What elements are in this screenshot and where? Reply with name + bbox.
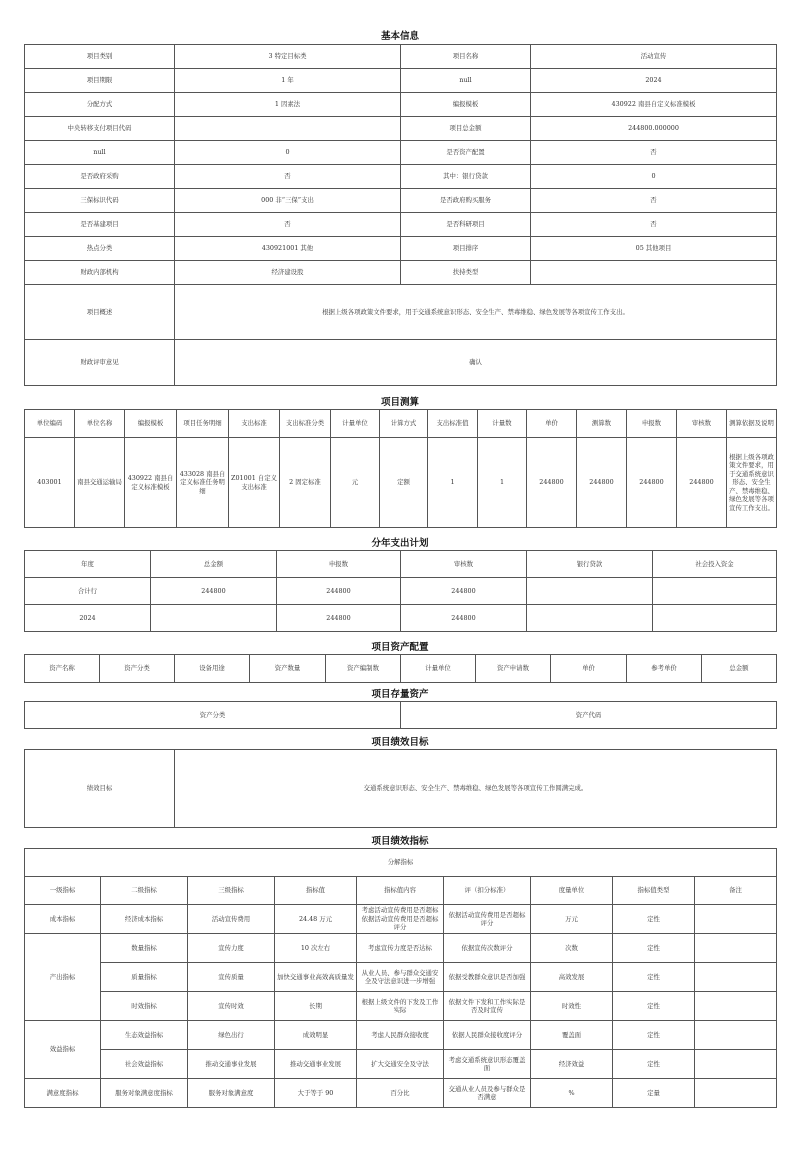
field-value bbox=[531, 261, 777, 285]
field-value: 244800.000000 bbox=[531, 117, 777, 141]
column-header: 审核数 bbox=[677, 410, 727, 438]
table-cell: 合计行 bbox=[25, 578, 151, 605]
table-cell: 经济效益 bbox=[531, 1050, 613, 1079]
table-cell: % bbox=[531, 1079, 613, 1108]
table-cell bbox=[151, 605, 277, 632]
table-cell: 定性 bbox=[613, 1021, 695, 1050]
table-cell: 依据人民群众接收度评分 bbox=[444, 1021, 531, 1050]
table-cell bbox=[527, 578, 653, 605]
section-title-asset-config: 项目资产配置 bbox=[371, 642, 429, 653]
calc-header-row bbox=[25, 410, 777, 438]
table-cell: 交通从业人员及参与群众是否满意 bbox=[444, 1079, 531, 1108]
table-cell: 生态效益指标 bbox=[101, 1021, 188, 1050]
column-header: 银行贷款 bbox=[527, 551, 653, 578]
field-label: 其中：银行贷款 bbox=[401, 165, 531, 189]
annual-data-row bbox=[25, 578, 777, 605]
table-cell bbox=[695, 1021, 777, 1050]
review-text: 确认 bbox=[175, 340, 777, 386]
table-cell: 扩大交通安全及守法 bbox=[357, 1050, 444, 1079]
field-value: 否 bbox=[531, 141, 777, 165]
column-header: 资产代码 bbox=[401, 702, 777, 729]
table-cell: 430922 南县自定义标准模板 bbox=[125, 438, 177, 528]
table-cell: 根据上级各项政策文件要求，用于交通系统意识形态、安全生产、禁毒维稳、绿色发展等各项宣传工作支出。 bbox=[727, 438, 777, 528]
level1-indicator: 成本指标 bbox=[25, 905, 101, 934]
annual-data-row bbox=[25, 605, 777, 632]
table-cell: Z01001 自定义支出标准 bbox=[229, 438, 280, 528]
column-header: 备注 bbox=[695, 877, 777, 905]
field-value: 否 bbox=[531, 189, 777, 213]
section-title-annual: 分年支出计划 bbox=[371, 538, 429, 549]
level1-indicator: 满意度指标 bbox=[25, 1079, 101, 1108]
table-cell: 加快交通事业高效高质量发 bbox=[275, 963, 357, 992]
column-header: 单价 bbox=[527, 410, 577, 438]
table-cell: 依据受教群众意识是否加强 bbox=[444, 963, 531, 992]
table-cell: 2 固定标准 bbox=[280, 438, 331, 528]
table-cell: 依据活动宣传费用是否超标评分 bbox=[444, 905, 531, 934]
table-cell: 考虑宣传力度是否达标 bbox=[357, 934, 444, 963]
table-cell: 244800 bbox=[401, 578, 527, 605]
basic-info-row bbox=[25, 213, 777, 237]
column-header: 一级指标 bbox=[25, 877, 101, 905]
column-header: 审核数 bbox=[401, 551, 527, 578]
field-label: 是否政府采购 bbox=[25, 165, 175, 189]
basic-info-table bbox=[24, 44, 777, 386]
table-cell: 244800 bbox=[577, 438, 627, 528]
calc-table bbox=[24, 409, 777, 528]
table-cell: 活动宣传费用 bbox=[188, 905, 275, 934]
group-header: 分解指标 bbox=[25, 849, 777, 877]
column-header: 计量数 bbox=[478, 410, 527, 438]
table-cell: 时效指标 bbox=[101, 992, 188, 1021]
basic-info-row bbox=[25, 261, 777, 285]
column-header: 总金额 bbox=[151, 551, 277, 578]
column-header: 资产分类 bbox=[100, 655, 175, 683]
table-cell: 宣传力度 bbox=[188, 934, 275, 963]
indicator-row bbox=[25, 963, 777, 992]
column-header: 计量单位 bbox=[401, 655, 476, 683]
column-header: 资产申请数 bbox=[476, 655, 551, 683]
column-header: 支出标准 bbox=[229, 410, 280, 438]
calc-data-row bbox=[25, 438, 777, 528]
table-cell: 考虑活动宣传费用是否超标 依据活动宣传费用是否超标评分 bbox=[357, 905, 444, 934]
basic-info-row bbox=[25, 45, 777, 69]
basic-info-row bbox=[25, 237, 777, 261]
table-cell: 244800 bbox=[527, 438, 577, 528]
table-cell: 244800 bbox=[151, 578, 277, 605]
field-label: 项目名称 bbox=[401, 45, 531, 69]
field-value: 否 bbox=[175, 213, 401, 237]
column-header: 支出标准值 bbox=[428, 410, 478, 438]
field-value: 1 因素法 bbox=[175, 93, 401, 117]
table-cell: 服务对象满意度 bbox=[188, 1079, 275, 1108]
field-value: 000 非“三保”支出 bbox=[175, 189, 401, 213]
column-header: 资产分类 bbox=[25, 702, 401, 729]
column-header: 指标值 bbox=[275, 877, 357, 905]
table-cell: 推动交通事业发展 bbox=[275, 1050, 357, 1079]
field-label: 是否政府购买服务 bbox=[401, 189, 531, 213]
table-cell: 403001 bbox=[25, 438, 75, 528]
field-value: 2024 bbox=[531, 69, 777, 93]
table-cell: 244800 bbox=[277, 578, 401, 605]
column-header: 编报模板 bbox=[125, 410, 177, 438]
table-cell: 1 bbox=[428, 438, 478, 528]
asset-stock-table bbox=[24, 701, 777, 729]
table-cell bbox=[695, 992, 777, 1021]
field-label: 项目类别 bbox=[25, 45, 175, 69]
field-value: 经济建设股 bbox=[175, 261, 401, 285]
column-header: 支出标准分类 bbox=[280, 410, 331, 438]
table-cell: 百分比 bbox=[357, 1079, 444, 1108]
table-cell: 定性 bbox=[613, 992, 695, 1021]
field-label: 项目总金额 bbox=[401, 117, 531, 141]
table-cell: 高效发展 bbox=[531, 963, 613, 992]
field-value: 430922 南县自定义标准模板 bbox=[531, 93, 777, 117]
column-header: 度量单位 bbox=[531, 877, 613, 905]
indicators-table bbox=[24, 848, 777, 1108]
table-cell: 宣传时效 bbox=[188, 992, 275, 1021]
column-header: 资产数量 bbox=[250, 655, 326, 683]
field-value: 0 bbox=[175, 141, 401, 165]
indicator-row bbox=[25, 992, 777, 1021]
column-header: 计算方式 bbox=[380, 410, 428, 438]
indicator-group-row bbox=[25, 849, 777, 877]
field-label: 扶持类型 bbox=[401, 261, 531, 285]
field-value: 否 bbox=[175, 165, 401, 189]
indicator-header-row bbox=[25, 877, 777, 905]
column-header: 设备用途 bbox=[175, 655, 250, 683]
indicator-row bbox=[25, 905, 777, 934]
column-header: 测算数 bbox=[577, 410, 627, 438]
field-label: 是否资产配置 bbox=[401, 141, 531, 165]
overview-text: 根据上级各项政策文件要求，用于交通系统意识形态、安全生产、禁毒维稳、绿色发展等各项宣传工作支出。 bbox=[175, 285, 777, 340]
field-value: 1 年 bbox=[175, 69, 401, 93]
column-header: 测算依据及说明 bbox=[727, 410, 777, 438]
field-value: 430921001 其他 bbox=[175, 237, 401, 261]
table-cell: 次数 bbox=[531, 934, 613, 963]
table-cell: 10 次左右 bbox=[275, 934, 357, 963]
field-label: null bbox=[25, 141, 175, 165]
section-title-calc: 项目测算 bbox=[380, 397, 419, 408]
annual-plan-table bbox=[24, 550, 777, 632]
table-cell: 元 bbox=[331, 438, 380, 528]
asset-stock-header-row bbox=[25, 702, 777, 729]
field-label: null bbox=[401, 69, 531, 93]
table-cell: 绿色出行 bbox=[188, 1021, 275, 1050]
indicator-row bbox=[25, 1079, 777, 1108]
table-cell: 定额 bbox=[380, 438, 428, 528]
table-cell: 服务对象满意度指标 bbox=[101, 1079, 188, 1108]
table-cell bbox=[695, 1079, 777, 1108]
table-cell bbox=[695, 934, 777, 963]
column-header: 评（扣分标准） bbox=[444, 877, 531, 905]
column-header: 二级指标 bbox=[101, 877, 188, 905]
table-cell: 考虑交通系统意识形态覆盖面 bbox=[444, 1050, 531, 1079]
table-cell: 大于等于 90 bbox=[275, 1079, 357, 1108]
table-cell: 定性 bbox=[613, 934, 695, 963]
column-header: 指标值类型 bbox=[613, 877, 695, 905]
table-cell: 覆盖面 bbox=[531, 1021, 613, 1050]
field-value: 0 bbox=[531, 165, 777, 189]
asset-config-table bbox=[24, 654, 777, 683]
table-cell: 从业人员、参与群众交通安全及守法意识进一步增强 bbox=[357, 963, 444, 992]
table-cell: 数量指标 bbox=[101, 934, 188, 963]
annual-header-row bbox=[25, 551, 777, 578]
overview-label: 项目概述 bbox=[25, 285, 175, 340]
table-cell: 宣传质量 bbox=[188, 963, 275, 992]
table-cell: 433028 南县自定义标准任务明细 bbox=[177, 438, 229, 528]
table-cell: 依据宣传次数评分 bbox=[444, 934, 531, 963]
column-header: 总金额 bbox=[702, 655, 777, 683]
table-cell: 经济成本指标 bbox=[101, 905, 188, 934]
section-title-goal: 项目绩效目标 bbox=[371, 737, 429, 748]
performance-goal-table bbox=[24, 749, 777, 828]
table-cell bbox=[695, 1050, 777, 1079]
field-label: 项目期限 bbox=[25, 69, 175, 93]
table-cell: 244800 bbox=[401, 605, 527, 632]
section-title-indicators: 项目绩效指标 bbox=[371, 836, 429, 847]
table-cell: 时效性 bbox=[531, 992, 613, 1021]
field-label: 是否科研项目 bbox=[401, 213, 531, 237]
level1-indicator: 效益指标 bbox=[25, 1021, 101, 1079]
basic-info-row bbox=[25, 141, 777, 165]
field-label: 三保标识代码 bbox=[25, 189, 175, 213]
table-cell: 2024 bbox=[25, 605, 151, 632]
field-value: 否 bbox=[531, 213, 777, 237]
basic-info-row bbox=[25, 93, 777, 117]
field-label: 中央转移支付项目代码 bbox=[25, 117, 175, 141]
indicator-row bbox=[25, 1021, 777, 1050]
field-value: 活动宣传 bbox=[531, 45, 777, 69]
section-title-asset-stock: 项目存量资产 bbox=[371, 689, 429, 700]
field-label: 热点分类 bbox=[25, 237, 175, 261]
field-label: 财政内部机构 bbox=[25, 261, 175, 285]
table-cell: 质量指标 bbox=[101, 963, 188, 992]
column-header: 参考单价 bbox=[627, 655, 702, 683]
table-cell: 24.48 万元 bbox=[275, 905, 357, 934]
basic-info-row bbox=[25, 189, 777, 213]
table-cell: 成效明显 bbox=[275, 1021, 357, 1050]
field-value: 3 特定目标类 bbox=[175, 45, 401, 69]
column-header: 单位名称 bbox=[75, 410, 125, 438]
table-cell bbox=[653, 605, 777, 632]
table-cell: 1 bbox=[478, 438, 527, 528]
column-header: 项目任务明细 bbox=[177, 410, 229, 438]
table-cell bbox=[695, 963, 777, 992]
table-cell: 定性 bbox=[613, 963, 695, 992]
table-cell: 定性 bbox=[613, 905, 695, 934]
goal-text: 交通系统意识形态、安全生产、禁毒维稳、绿色发展等各项宣传工作圆满完成。 bbox=[175, 750, 777, 828]
field-label: 是否基建项目 bbox=[25, 213, 175, 237]
table-cell bbox=[653, 578, 777, 605]
table-cell: 社会效益指标 bbox=[101, 1050, 188, 1079]
field-value bbox=[175, 117, 401, 141]
table-cell bbox=[527, 605, 653, 632]
table-cell: 依据文件下发和工作实际是否及时宣传 bbox=[444, 992, 531, 1021]
column-header: 资产名称 bbox=[25, 655, 100, 683]
table-cell: 定性 bbox=[613, 1050, 695, 1079]
column-header: 社会投入资金 bbox=[653, 551, 777, 578]
field-label: 项目排序 bbox=[401, 237, 531, 261]
column-header: 申报数 bbox=[627, 410, 677, 438]
asset-config-header-row bbox=[25, 655, 777, 683]
table-cell: 244800 bbox=[677, 438, 727, 528]
table-cell: 万元 bbox=[531, 905, 613, 934]
table-cell: 根据上级文件的下发及工作实际 bbox=[357, 992, 444, 1021]
field-label: 分配方式 bbox=[25, 93, 175, 117]
table-cell: 244800 bbox=[627, 438, 677, 528]
table-cell: 定量 bbox=[613, 1079, 695, 1108]
level1-indicator: 产出指标 bbox=[25, 934, 101, 1021]
column-header: 单位编码 bbox=[25, 410, 75, 438]
table-cell: 考虑人民群众接收度 bbox=[357, 1021, 444, 1050]
indicator-row bbox=[25, 1050, 777, 1079]
table-cell: 244800 bbox=[277, 605, 401, 632]
column-header: 申报数 bbox=[277, 551, 401, 578]
table-cell bbox=[695, 905, 777, 934]
basic-info-row bbox=[25, 69, 777, 93]
column-header: 三级指标 bbox=[188, 877, 275, 905]
section-title-basic: 基本信息 bbox=[380, 31, 419, 42]
basic-info-row bbox=[25, 117, 777, 141]
field-value: 05 其他项目 bbox=[531, 237, 777, 261]
indicator-row bbox=[25, 934, 777, 963]
basic-info-row bbox=[25, 165, 777, 189]
field-label: 编报模板 bbox=[401, 93, 531, 117]
review-label: 财政评审意见 bbox=[25, 340, 175, 386]
table-cell: 长期 bbox=[275, 992, 357, 1021]
table-cell: 南县交通运输局 bbox=[75, 438, 125, 528]
column-header: 计量单位 bbox=[331, 410, 380, 438]
column-header: 年度 bbox=[25, 551, 151, 578]
column-header: 资产编制数 bbox=[326, 655, 401, 683]
table-cell: 推动交通事业发展 bbox=[188, 1050, 275, 1079]
column-header: 单价 bbox=[551, 655, 627, 683]
column-header: 指标值内容 bbox=[357, 877, 444, 905]
goal-label: 绩效目标 bbox=[25, 750, 175, 828]
